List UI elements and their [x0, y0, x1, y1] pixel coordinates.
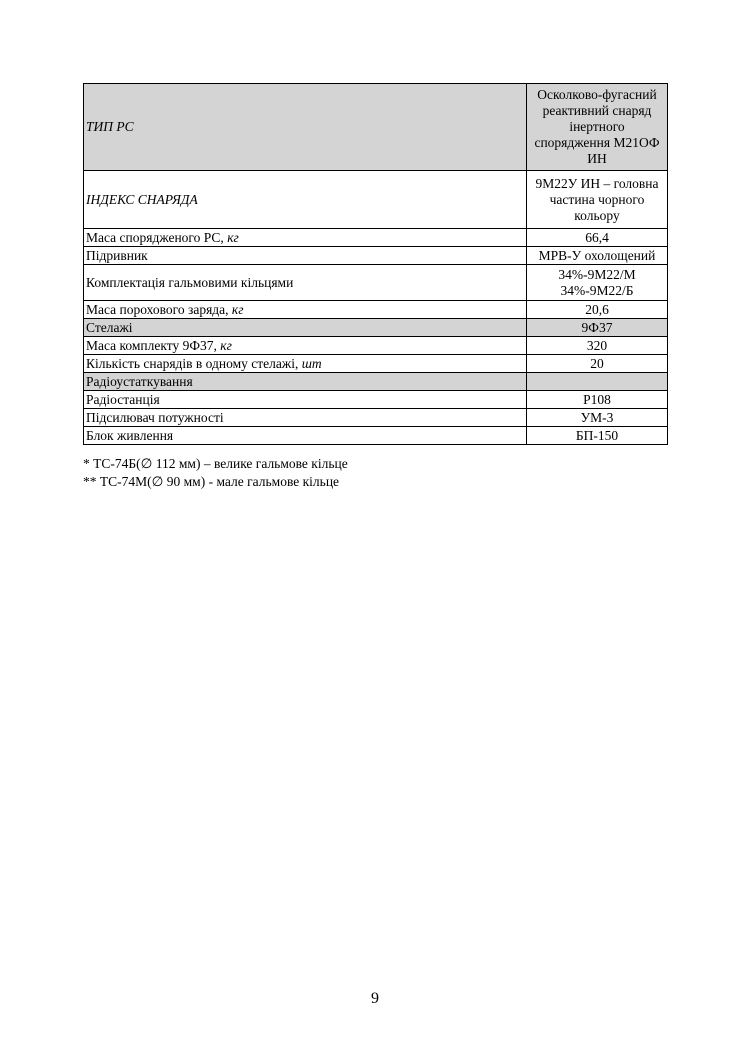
row-value	[527, 337, 668, 355]
row-label-text: Маса порохового заряда,	[86, 301, 232, 317]
row-value	[527, 373, 668, 391]
row-value-line: 66,4	[585, 229, 609, 245]
row-label-unit: кг	[220, 337, 232, 353]
row-value	[527, 391, 668, 409]
row-label	[84, 409, 527, 427]
footnote-2: ** ТС-74М(∅ 90 мм) - мале гальмове кільце	[83, 474, 340, 489]
row-label	[84, 355, 527, 373]
row-value-line: 9Ф37	[581, 319, 613, 335]
row-label-text: ТИП РС	[86, 119, 134, 134]
footnotes	[83, 455, 348, 491]
row-value	[527, 84, 668, 171]
row-label-text: Комплектація гальмовими кільцями	[86, 274, 294, 290]
row-value-line: УМ-3	[580, 409, 614, 425]
row-value	[527, 171, 668, 229]
table-row	[84, 427, 668, 445]
row-label-text: ІНДЕКС СНАРЯДА	[86, 191, 198, 207]
row-label-text: Кількість снарядів в одному стелажі,	[86, 355, 302, 371]
row-label	[84, 337, 527, 355]
footnote-1: * ТС-74Б(∅ 112 мм) – велике гальмове кільце	[83, 456, 348, 471]
row-value-line: частина чорного	[549, 191, 645, 207]
row-value	[527, 409, 668, 427]
row-label	[84, 373, 527, 391]
table-row	[84, 247, 668, 265]
row-label-text: Радіостанція	[86, 391, 160, 407]
row-label-text: Блок живлення	[86, 427, 174, 443]
row-value-line: МРВ-У охолощений	[538, 247, 656, 263]
row-label	[84, 84, 527, 171]
table-row	[84, 171, 668, 229]
table-row	[84, 265, 668, 301]
row-label	[84, 229, 527, 247]
row-label	[84, 265, 527, 301]
table-row	[84, 301, 668, 319]
row-value-line: спорядження М21ОФ	[534, 135, 660, 150]
row-label	[84, 247, 527, 265]
table-row	[84, 409, 668, 427]
table-row	[84, 229, 668, 247]
table-row	[84, 319, 668, 337]
row-label-unit: шт	[301, 355, 322, 371]
spec-table	[83, 83, 668, 445]
page-number: 9	[371, 990, 379, 1007]
row-value	[527, 301, 668, 319]
row-label-unit: кг	[227, 229, 239, 245]
row-label-text: Радіоустаткування	[86, 373, 193, 389]
row-value-line: 320	[586, 337, 608, 353]
row-label-text: Підсилювач потужності	[86, 409, 224, 425]
row-label-text: Маса комплекту 9Ф37,	[86, 337, 221, 353]
row-label	[84, 391, 527, 409]
row-value-line: кольору	[574, 207, 620, 223]
row-value-line: 20	[590, 355, 604, 371]
row-label	[84, 319, 527, 337]
row-value	[527, 247, 668, 265]
row-label-text: Маса спорядженого РС,	[86, 229, 228, 245]
row-value	[527, 427, 668, 445]
row-value-line: БП-150	[575, 427, 619, 443]
table-row	[84, 391, 668, 409]
row-value-line: реактивний снаряд	[542, 103, 652, 118]
row-value	[527, 265, 668, 301]
row-value-line: інертного	[569, 119, 625, 134]
row-label-text: Підривник	[86, 247, 148, 263]
row-label-unit: кг	[231, 301, 244, 317]
table-row	[84, 355, 668, 373]
table-row	[84, 373, 668, 391]
row-value-line: 34%-9М22/М	[558, 266, 636, 282]
row-value-line: 20,6	[585, 301, 609, 317]
row-value-line: Осколково-фугасний	[537, 87, 657, 102]
row-value-line: 34%-9М22/Б	[560, 282, 634, 298]
row-value	[527, 355, 668, 373]
row-label	[84, 301, 527, 319]
row-value-line: Р108	[583, 391, 611, 407]
row-label	[84, 171, 527, 229]
table-row	[84, 337, 668, 355]
row-value	[527, 229, 668, 247]
table-row	[84, 84, 668, 171]
row-value	[527, 319, 668, 337]
row-value-line: 9М22У ИН – головна	[535, 175, 659, 191]
row-label-text: Стелажі	[86, 319, 133, 335]
row-label	[84, 427, 527, 445]
row-value-line: ИН	[587, 151, 607, 166]
